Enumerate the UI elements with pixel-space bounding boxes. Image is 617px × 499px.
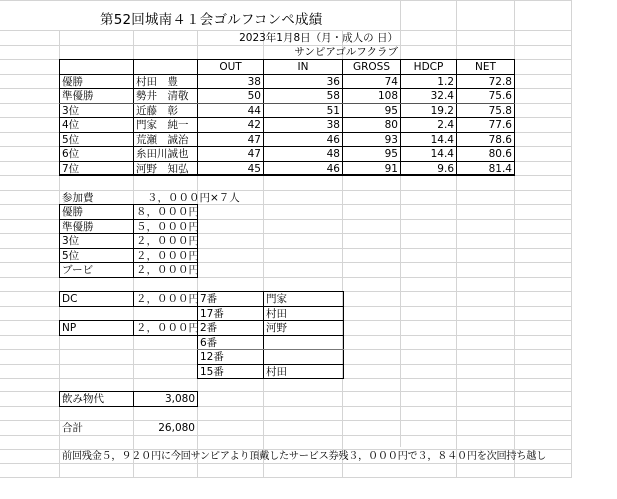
- event-date: 2023年1月8日（月・成人の 日）: [239, 32, 398, 44]
- winner-cell: 門家: [266, 293, 287, 305]
- prize-label: 3位: [62, 235, 80, 247]
- gross-cell: 80: [384, 119, 398, 131]
- name-cell: 糸田川誠也: [136, 148, 189, 160]
- in-cell: 38: [326, 119, 340, 131]
- rank-cell: 3位: [62, 105, 80, 117]
- hole-cell: 7番: [200, 293, 218, 305]
- gross-cell: 91: [384, 163, 398, 175]
- name-cell: 河野 知弘: [136, 163, 189, 175]
- net-cell: 78.6: [488, 134, 512, 146]
- np-label: NP: [62, 322, 77, 334]
- name-cell: 村田 豊: [136, 76, 178, 88]
- np-amount: ２，０００円: [136, 322, 199, 334]
- dc-amount: ２，０００円: [136, 293, 199, 305]
- winner-cell: [264, 350, 343, 364]
- gross-cell: 93: [384, 134, 398, 146]
- hole-cell: 2番: [200, 322, 218, 334]
- prize-amount: ５，０００円: [136, 221, 199, 233]
- winner-cell: 河野: [266, 322, 287, 334]
- in-cell: 36: [326, 76, 340, 88]
- winner-cell: 村田: [266, 366, 287, 378]
- net-cell: 75.8: [488, 105, 512, 117]
- in-cell: 48: [326, 148, 340, 160]
- hdcp-cell: 19.2: [430, 105, 454, 117]
- header-net: NET: [475, 61, 496, 73]
- winner-cell: 村田: [266, 308, 287, 320]
- rank-cell: 優勝: [62, 76, 83, 88]
- net-cell: 75.6: [488, 90, 512, 102]
- in-cell: 46: [326, 134, 340, 146]
- drinks-label: 飲み物代: [62, 393, 104, 405]
- name-cell: 勢井 清敬: [136, 90, 189, 102]
- prize-label: 5位: [62, 250, 80, 262]
- rank-cell: 準優勝: [62, 90, 94, 102]
- header-out: OUT: [219, 61, 242, 73]
- total-value: 26,080: [158, 422, 195, 434]
- prize-amount: ８，０００円: [136, 206, 199, 218]
- gross-cell: 108: [377, 90, 398, 102]
- gross-cell: 95: [384, 148, 398, 160]
- venue-name: サンピアゴルフクラブ: [294, 46, 398, 58]
- header-gross: GROSS: [352, 61, 391, 73]
- prize-label: 準優勝: [62, 221, 94, 233]
- net-cell: 72.8: [488, 76, 512, 88]
- prize-amount: ２，０００円: [136, 250, 199, 262]
- hdcp-cell: 14.4: [430, 134, 454, 146]
- out-cell: 44: [247, 105, 261, 117]
- hdcp-cell: 32.4: [430, 90, 454, 102]
- net-cell: 81.4: [488, 163, 512, 175]
- gross-cell: 95: [384, 105, 398, 117]
- hole-cell: 6番: [200, 337, 218, 349]
- gross-cell: 74: [384, 76, 398, 88]
- winner-cell: [264, 336, 343, 350]
- prize-amount: ２，０００円: [136, 235, 199, 247]
- fee-value: ３，０００円×７人: [147, 192, 240, 204]
- in-cell: 58: [326, 90, 340, 102]
- out-cell: 47: [247, 148, 261, 160]
- hdcp-cell: 1.2: [437, 76, 454, 88]
- rank-cell: 4位: [62, 119, 80, 131]
- rank-cell: 5位: [62, 134, 80, 146]
- hdcp-cell: 9.6: [437, 163, 454, 175]
- hdcp-cell: 2.4: [437, 119, 454, 131]
- name-cell: 荒瀬 誠治: [136, 134, 189, 146]
- rank-cell: 6位: [62, 148, 80, 160]
- in-cell: 51: [326, 105, 340, 117]
- header-hdcp: HDCP: [413, 61, 444, 73]
- prize-label: 優勝: [62, 206, 83, 218]
- hole-cell: 12番: [200, 351, 224, 363]
- rank-cell: 7位: [62, 163, 80, 175]
- prize-label: ブービ: [62, 264, 94, 276]
- dc-label: DC: [62, 293, 78, 305]
- net-cell: 80.6: [488, 148, 512, 160]
- out-cell: 45: [247, 163, 261, 175]
- net-cell: 77.6: [488, 119, 512, 131]
- header-in: IN: [297, 61, 309, 73]
- total-label: 合計: [62, 422, 83, 434]
- fee-label: 参加費: [62, 192, 94, 204]
- hdcp-cell: 14.4: [430, 148, 454, 160]
- out-cell: 47: [247, 134, 261, 146]
- out-cell: 38: [247, 76, 261, 88]
- page-title: 第52回城南４１会ゴルフコンペ成績: [100, 12, 323, 28]
- carryover-note: 前回残金５，９２０円に今回サンピアより頂戴したサービス券残３，０００円で３，８４０円を次回持ち越し: [62, 451, 546, 462]
- out-cell: 50: [247, 90, 261, 102]
- in-cell: 46: [326, 163, 340, 175]
- name-cell: 門家 純一: [136, 119, 189, 131]
- hole-cell: 17番: [200, 308, 224, 320]
- hole-cell: 15番: [200, 366, 224, 378]
- prize-amount: ２，０００円: [136, 264, 199, 276]
- drinks-value: 3,080: [164, 393, 195, 405]
- out-cell: 42: [247, 119, 261, 131]
- name-cell: 近藤 彰: [136, 105, 178, 117]
